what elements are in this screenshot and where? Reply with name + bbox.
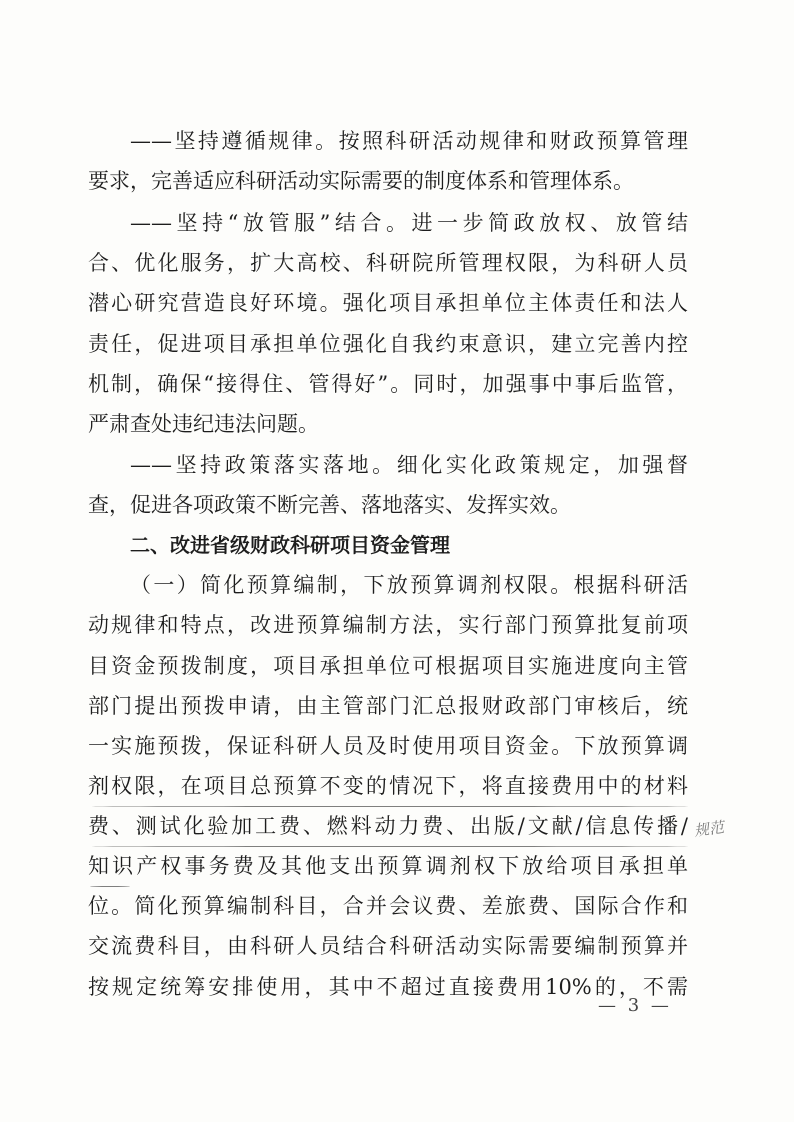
paragraph-line: 一实施预拨，保证科研人员及时使用项目资金。下放预算调 [88, 734, 688, 758]
paragraph-line: 机制，确保“接得住、管得好”。同时，加强事中事后监管， [88, 372, 688, 396]
paragraph-line: 查，促进各项政策不断完善、落地落实、发挥实效。 [88, 493, 571, 517]
paragraph-line: 目资金预拨制度，项目承担单位可根据项目实施进度向主管 [88, 654, 688, 678]
paragraph-line: 合、优化服务，扩大高校、科研院所管理权限，为科研人员 [88, 251, 688, 275]
pen-underline [90, 886, 130, 887]
pen-underline [90, 806, 690, 807]
handwritten-note: 规范 [692, 817, 726, 840]
paragraph-line: 严肃查处违纪违法问题。 [88, 412, 319, 436]
paragraph-line: （一）简化预算编制，下放预算调剂权限。根据科研活 [130, 573, 688, 597]
section-heading: 二、改进省级财政科研项目资金管理 [130, 533, 450, 557]
paragraph-line: 交流费科目，由科研人员结合科研活动实际需要编制预算并 [88, 934, 688, 958]
page-number: — 3 — [598, 995, 672, 1016]
paragraph-line: 动规律和特点，改进预算编制方法，实行部门预算批复前项 [88, 613, 688, 637]
paragraph-line: ——坚持遵循规律。按照科研活动规律和财政预算管理 [130, 129, 688, 153]
paragraph-line: 潜心研究营造良好环境。强化项目承担单位主体责任和法人 [88, 291, 688, 315]
paragraph-line: 费、测试化验加工费、燃料动力费、出版/文献/信息传播/ [88, 814, 688, 838]
paragraph-line: ——坚持政策落实落地。细化实化政策规定，加强督 [130, 453, 688, 477]
paragraph-line: 剂权限，在项目总预算不变的情况下，将直接费用中的材料 [88, 774, 688, 798]
paragraph-line: 按规定统筹安排使用，其中不超过直接费用10%的，不需 [88, 975, 688, 999]
paragraph-line: 位。简化预算编制科目，合并会议费、差旅费、国际合作和 [88, 894, 688, 918]
paragraph-line: 知识产权事务费及其他支出预算调剂权下放给项目承担单 [88, 854, 688, 878]
paragraph-line: 责任，促进项目承担单位强化自我约束意识，建立完善内控 [88, 332, 688, 356]
pen-underline [90, 846, 690, 847]
paragraph-line: 要求，完善适应科研活动实际需要的制度体系和管理体系。 [88, 169, 634, 193]
paragraph-line: ——坚持“放管服”结合。进一步简政放权、放管结 [130, 211, 688, 235]
paragraph-line: 部门提出预拨申请，由主管部门汇总报财政部门审核后，统 [88, 694, 688, 718]
